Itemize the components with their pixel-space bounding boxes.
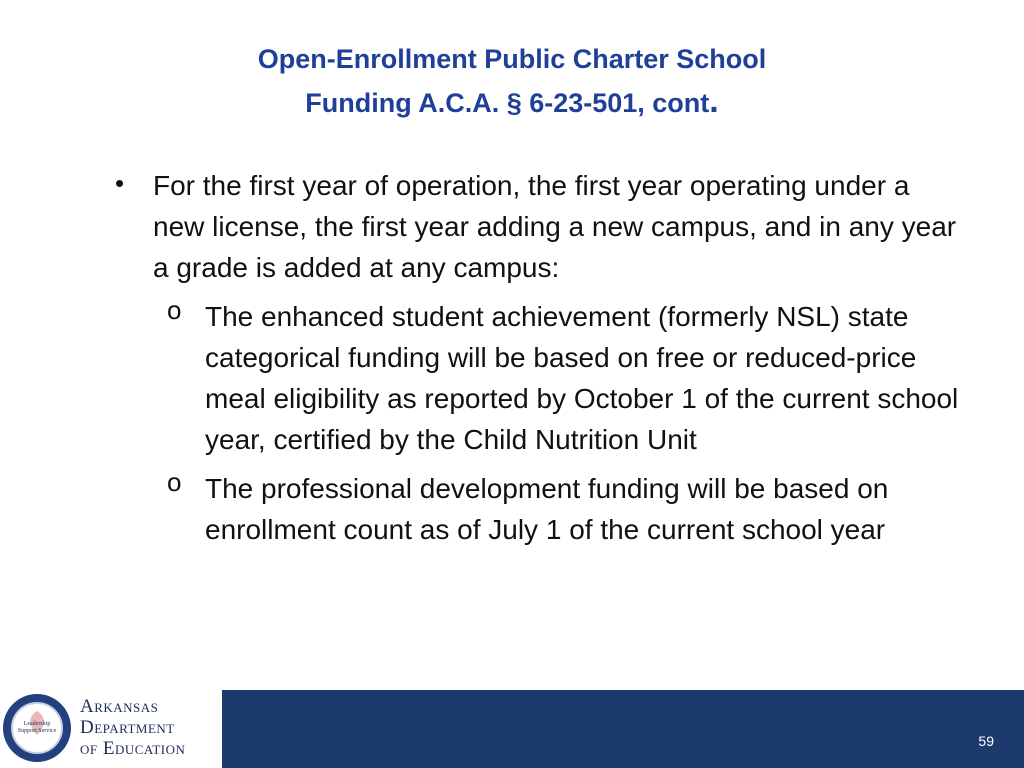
sub-bullet-item [110, 296, 960, 460]
title-line-2-text: Funding A.C.A. § 6-23-501, cont [305, 88, 710, 118]
title-period: . [709, 82, 719, 120]
bullet-list [110, 165, 960, 558]
dept-wordmark [80, 696, 220, 759]
page-number: 59 [978, 733, 994, 749]
title-line-2 [0, 80, 1024, 124]
sub-bullet-marker: o [167, 295, 182, 325]
seal-text: Leadership Support Service [17, 721, 57, 734]
sub-bullet-text: The enhanced student achievement (formerly NSL) state categorical funding will be based on free or reduced-price meal eligibility as reported by October 1 of the current school year, certified by the Child Nutrition Unit [205, 301, 959, 455]
bullet-dot: • [115, 168, 125, 198]
dept-line-3: of Education [80, 738, 186, 759]
footer-bar [222, 690, 1024, 768]
slide-title [0, 38, 1024, 124]
sub-bullet-marker: o [167, 467, 182, 497]
sub-bullet-item [110, 468, 960, 550]
title-line-1: Open-Enrollment Public Charter School [257, 44, 767, 74]
dept-line-2: Department [80, 717, 175, 738]
seal [2, 693, 72, 763]
ade-logo [0, 690, 222, 768]
bullet-item [110, 165, 960, 288]
sub-bullet-list [110, 296, 960, 550]
dept-line-1: Arkansas [80, 696, 159, 717]
bullet-text: For the first year of operation, the first year operating under a new license, the first year adding a new campus, and in any year a grade is added at any campus: [153, 170, 957, 283]
sub-bullet-text: The professional development funding will be based on enrollment count as of July 1 of the current school year [205, 473, 889, 545]
